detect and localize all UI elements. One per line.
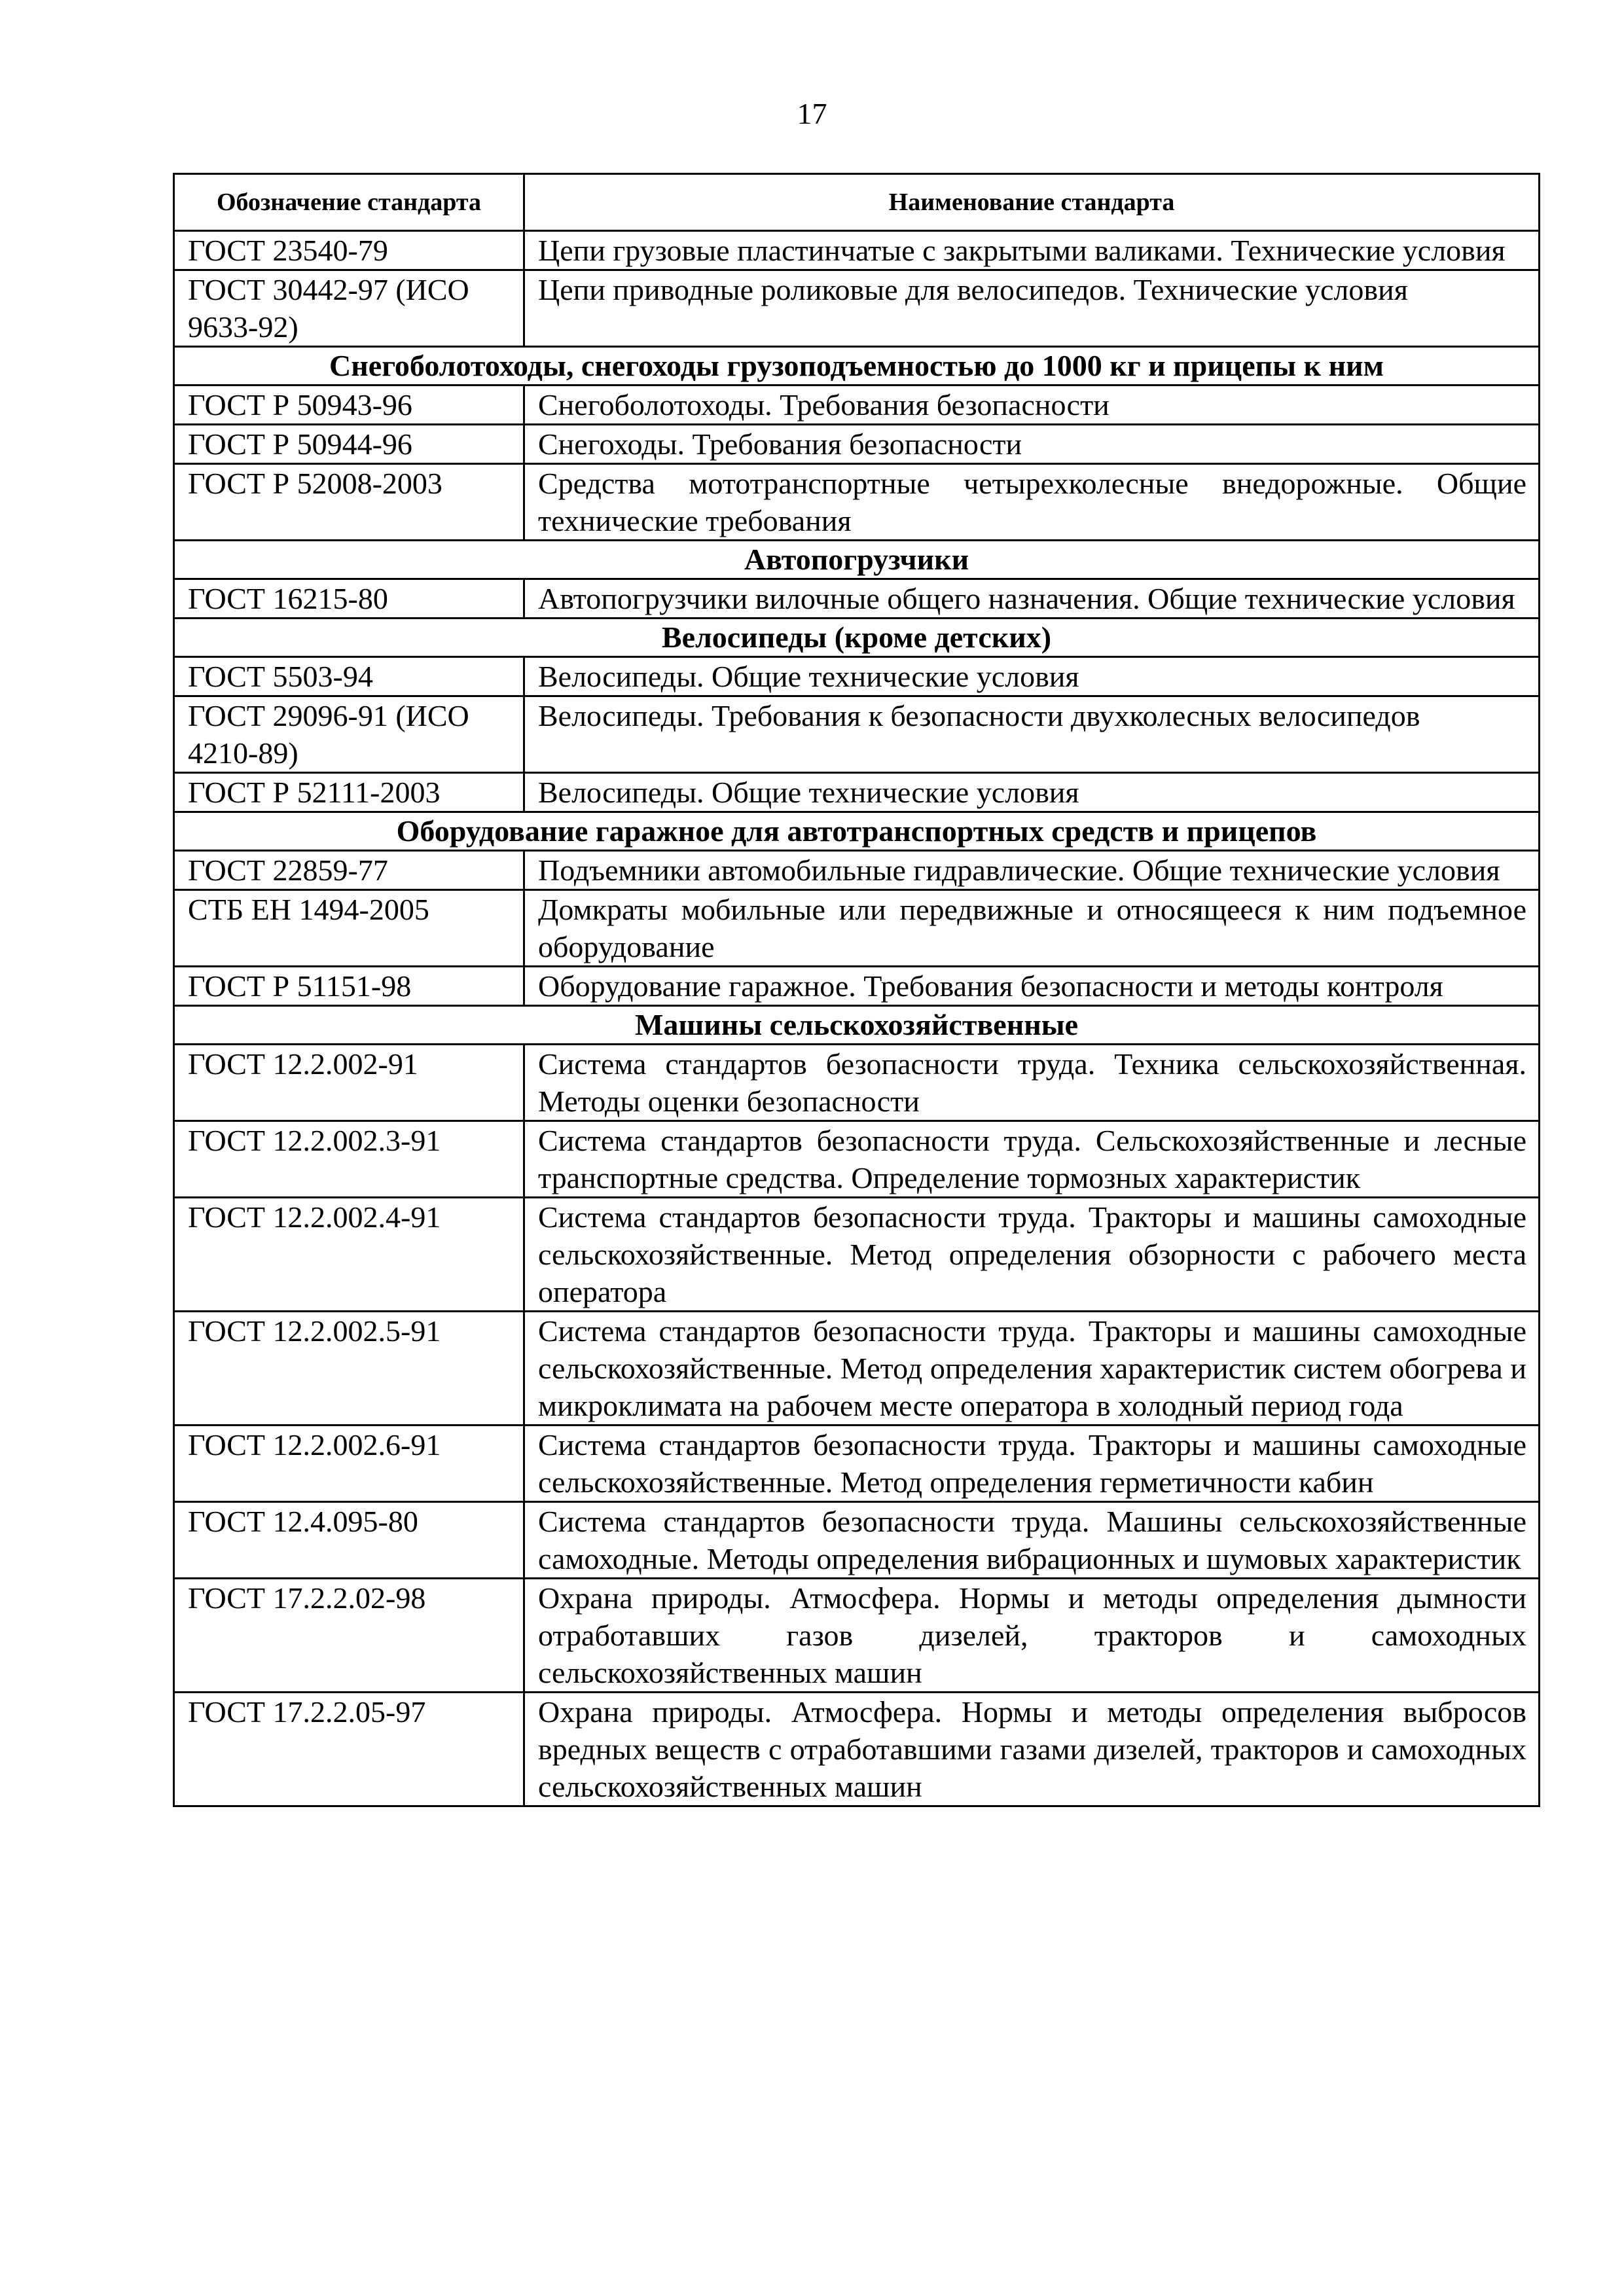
standard-code: ГОСТ Р 52008-2003: [174, 464, 524, 541]
standard-code: ГОСТ 29096-91 (ИСО 4210-89): [174, 696, 524, 773]
standard-name: Охрана природы. Атмосфера. Нормы и методы определения выбросов вредных веществ с отработавшими газами дизелей, тракторов и самоходных сельскохозяйственных машин: [524, 1693, 1540, 1806]
standard-code: ГОСТ Р 51151-98: [174, 967, 524, 1006]
standard-code: ГОСТ Р 50943-96: [174, 386, 524, 425]
standard-name: Снегоболотоходы. Требования безопасности: [524, 386, 1540, 425]
standard-name: Система стандартов безопасности труда. Тракторы и машины самоходные сельскохозяйственные. Метод определения характеристик систем обогрева и микроклимата на рабочем месте оператора в холодный период года: [524, 1312, 1540, 1426]
section-title: Автопогрузчики: [174, 541, 1540, 579]
standard-code: ГОСТ 12.2.002.4-91: [174, 1198, 524, 1312]
standard-name: Система стандартов безопасности труда. Тракторы и машины самоходные сельскохозяйственные. Метод определения герметичности кабин: [524, 1426, 1540, 1502]
standards-table: [173, 173, 1540, 1807]
section-header-row: [174, 347, 1540, 386]
standard-name: Система стандартов безопасности труда. Машины сельскохозяйственные самоходные. Методы определения вибрационных и шумовых характеристик: [524, 1502, 1540, 1579]
standard-code: ГОСТ 30442-97 (ИСО 9633-92): [174, 270, 524, 347]
standard-code: ГОСТ 16215-80: [174, 579, 524, 619]
table-row: [174, 967, 1540, 1006]
standard-code: ГОСТ 12.4.095-80: [174, 1502, 524, 1579]
standard-code: ГОСТ 22859-77: [174, 851, 524, 890]
section-header-row: [174, 541, 1540, 579]
standard-name: Автопогрузчики вилочные общего назначения. Общие технические условия: [524, 579, 1540, 619]
table-row: [174, 851, 1540, 890]
standard-code: ГОСТ Р 52111-2003: [174, 773, 524, 812]
standard-code: ГОСТ 5503-94: [174, 657, 524, 696]
standard-code: ГОСТ Р 50944-96: [174, 425, 524, 464]
section-title: Машины сельскохозяйственные: [174, 1006, 1540, 1045]
standard-name: Система стандартов безопасности труда. Техника сельскохозяйственная. Методы оценки безопасности: [524, 1045, 1540, 1121]
standard-name: Подъемники автомобильные гидравлические. Общие технические условия: [524, 851, 1540, 890]
table-row: [174, 1312, 1540, 1426]
table-header-row: [174, 174, 1540, 231]
section-header-row: [174, 1006, 1540, 1045]
section-header-row: [174, 619, 1540, 657]
standard-name: Снегоходы. Требования безопасности: [524, 425, 1540, 464]
standard-name: Домкраты мобильные или передвижные и относящееся к ним подъемное оборудование: [524, 890, 1540, 967]
standard-code: ГОСТ 12.2.002.6-91: [174, 1426, 524, 1502]
table-row: [174, 773, 1540, 812]
standard-code: ГОСТ 23540-79: [174, 231, 524, 270]
standard-name: Велосипеды. Общие технические условия: [524, 773, 1540, 812]
table-row: [174, 270, 1540, 347]
header-designation: Обозначение стандарта: [174, 174, 524, 231]
table-row: [174, 1693, 1540, 1806]
section-title: Оборудование гаражное для автотранспортных средств и прицепов: [174, 812, 1540, 851]
header-name: Наименование стандарта: [524, 174, 1540, 231]
table-row: [174, 386, 1540, 425]
table-row: [174, 231, 1540, 270]
table-body: [174, 231, 1540, 1806]
table-row: [174, 890, 1540, 967]
standard-name: Средства мототранспортные четырехколесные внедорожные. Общие технические требования: [524, 464, 1540, 541]
table-row: [174, 579, 1540, 619]
table-row: [174, 1045, 1540, 1121]
table-row: [174, 696, 1540, 773]
table-row: [174, 1502, 1540, 1579]
table-row: [174, 1198, 1540, 1312]
table-row: [174, 1579, 1540, 1693]
table-row: [174, 1121, 1540, 1198]
page-number: 17: [797, 97, 827, 130]
standard-name: Цепи грузовые пластинчатые с закрытыми валиками. Технические условия: [524, 231, 1540, 270]
table-row: [174, 657, 1540, 696]
standard-name: Велосипеды. Требования к безопасности двухколесных велосипедов: [524, 696, 1540, 773]
standard-name: Охрана природы. Атмосфера. Нормы и методы определения дымности отработавших газов дизелей, тракторов и самоходных сельскохозяйственных машин: [524, 1579, 1540, 1693]
standard-code: ГОСТ 12.2.002.5-91: [174, 1312, 524, 1426]
table-row: [174, 1426, 1540, 1502]
standard-name: Система стандартов безопасности труда. Сельскохозяйственные и лесные транспортные средства. Определение тормозных характеристик: [524, 1121, 1540, 1198]
standard-code: ГОСТ 17.2.2.05-97: [174, 1693, 524, 1806]
standard-code: ГОСТ 17.2.2.02-98: [174, 1579, 524, 1693]
section-title: Велосипеды (кроме детских): [174, 619, 1540, 657]
standard-name: Велосипеды. Общие технические условия: [524, 657, 1540, 696]
standard-name: Цепи приводные роликовые для велосипедов. Технические условия: [524, 270, 1540, 347]
section-title: Снегоболотоходы, снегоходы грузоподъемностью до 1000 кг и прицепы к ним: [174, 347, 1540, 386]
standard-code: ГОСТ 12.2.002-91: [174, 1045, 524, 1121]
standard-name: Система стандартов безопасности труда. Тракторы и машины самоходные сельскохозяйственные. Метод определения обзорности с рабочего места оператора: [524, 1198, 1540, 1312]
standard-code: СТБ ЕН 1494-2005: [174, 890, 524, 967]
section-header-row: [174, 812, 1540, 851]
table-row: [174, 425, 1540, 464]
standard-name: Оборудование гаражное. Требования безопасности и методы контроля: [524, 967, 1540, 1006]
table-row: [174, 464, 1540, 541]
standard-code: ГОСТ 12.2.002.3-91: [174, 1121, 524, 1198]
